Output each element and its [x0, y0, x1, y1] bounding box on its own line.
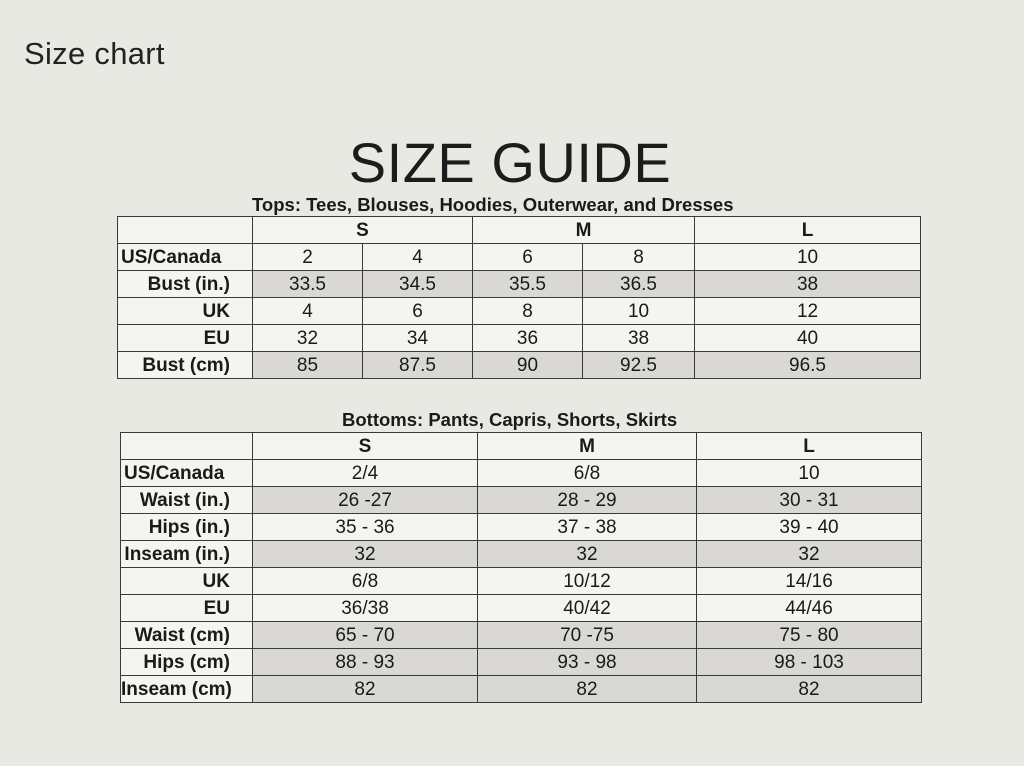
- size-group-s: S: [253, 433, 478, 460]
- table-cell: 10: [697, 460, 922, 487]
- table-row: [118, 352, 921, 379]
- table-cell: 65 - 70: [253, 622, 478, 649]
- table-row: [121, 622, 922, 649]
- size-group-s: S: [253, 217, 473, 244]
- size-group-m: M: [478, 433, 697, 460]
- row-label: Waist (cm): [121, 622, 253, 649]
- table-cell: 98 - 103: [697, 649, 922, 676]
- table-cell: 12: [695, 298, 921, 325]
- table-cell: 32: [478, 541, 697, 568]
- bottoms-caption: Bottoms: Pants, Capris, Shorts, Skirts: [342, 409, 678, 430]
- page-heading: Size chart: [24, 36, 165, 71]
- table-cell: 34.5: [363, 271, 473, 298]
- table-cell: 36.5: [583, 271, 695, 298]
- tops-size-table: [117, 216, 921, 379]
- table-cell: 75 - 80: [697, 622, 922, 649]
- table-header-row: [121, 433, 922, 460]
- row-label: Inseam (cm): [121, 676, 253, 703]
- row-label: EU: [121, 595, 253, 622]
- table-row: [121, 460, 922, 487]
- row-label: Hips (cm): [121, 649, 253, 676]
- table-row: [121, 541, 922, 568]
- tops-caption: Tops: Tees, Blouses, Hoodies, Outerwear, and Dresses: [252, 194, 734, 215]
- table-cell: 32: [697, 541, 922, 568]
- table-cell: 2: [253, 244, 363, 271]
- row-label: EU: [118, 325, 253, 352]
- table-cell: 8: [473, 298, 583, 325]
- table-row: [121, 568, 922, 595]
- table-row: [118, 244, 921, 271]
- header-empty-cell: [118, 217, 253, 244]
- size-group-l: L: [695, 217, 921, 244]
- table-row: [118, 325, 921, 352]
- table-cell: 82: [697, 676, 922, 703]
- row-label: Bust (in.): [118, 271, 253, 298]
- table-cell: 44/46: [697, 595, 922, 622]
- table-row: [121, 514, 922, 541]
- table-cell: 4: [363, 244, 473, 271]
- table-cell: 39 - 40: [697, 514, 922, 541]
- table-cell: 32: [253, 541, 478, 568]
- row-label: Hips (in.): [121, 514, 253, 541]
- table-cell: 33.5: [253, 271, 363, 298]
- table-cell: 4: [253, 298, 363, 325]
- table-row: [121, 676, 922, 703]
- table-cell: 82: [478, 676, 697, 703]
- table-cell: 35.5: [473, 271, 583, 298]
- table-cell: 8: [583, 244, 695, 271]
- table-cell: 70 -75: [478, 622, 697, 649]
- table-cell: 6: [473, 244, 583, 271]
- size-group-l: L: [697, 433, 922, 460]
- table-cell: 10/12: [478, 568, 697, 595]
- table-cell: 36: [473, 325, 583, 352]
- table-row: [118, 271, 921, 298]
- header-empty-cell: [121, 433, 253, 460]
- table-cell: 34: [363, 325, 473, 352]
- table-cell: 35 - 36: [253, 514, 478, 541]
- table-cell: 14/16: [697, 568, 922, 595]
- size-group-m: M: [473, 217, 695, 244]
- table-cell: 38: [695, 271, 921, 298]
- table-cell: 26 -27: [253, 487, 478, 514]
- table-row: [118, 298, 921, 325]
- table-cell: 10: [583, 298, 695, 325]
- table-cell: 32: [253, 325, 363, 352]
- table-header-row: [118, 217, 921, 244]
- table-cell: 96.5: [695, 352, 921, 379]
- table-cell: 92.5: [583, 352, 695, 379]
- table-cell: 2/4: [253, 460, 478, 487]
- table-cell: 6: [363, 298, 473, 325]
- table-cell: 40/42: [478, 595, 697, 622]
- table-cell: 6/8: [478, 460, 697, 487]
- row-label: US/Canada: [121, 460, 253, 487]
- row-label: US/Canada: [118, 244, 253, 271]
- table-cell: 38: [583, 325, 695, 352]
- table-cell: 88 - 93: [253, 649, 478, 676]
- row-label: UK: [118, 298, 253, 325]
- size-guide-title: SIZE GUIDE: [348, 131, 672, 194]
- table-cell: 28 - 29: [478, 487, 697, 514]
- table-cell: 82: [253, 676, 478, 703]
- table-cell: 87.5: [363, 352, 473, 379]
- table-cell: 90: [473, 352, 583, 379]
- row-label: Bust (cm): [118, 352, 253, 379]
- table-cell: 10: [695, 244, 921, 271]
- row-label: Waist (in.): [121, 487, 253, 514]
- bottoms-size-table: [120, 432, 922, 703]
- table-cell: 37 - 38: [478, 514, 697, 541]
- table-row: [121, 487, 922, 514]
- row-label: UK: [121, 568, 253, 595]
- table-cell: 40: [695, 325, 921, 352]
- table-cell: 6/8: [253, 568, 478, 595]
- table-cell: 85: [253, 352, 363, 379]
- table-row: [121, 649, 922, 676]
- table-cell: 30 - 31: [697, 487, 922, 514]
- table-row: [121, 595, 922, 622]
- table-cell: 36/38: [253, 595, 478, 622]
- row-label: Inseam (in.): [121, 541, 253, 568]
- table-cell: 93 - 98: [478, 649, 697, 676]
